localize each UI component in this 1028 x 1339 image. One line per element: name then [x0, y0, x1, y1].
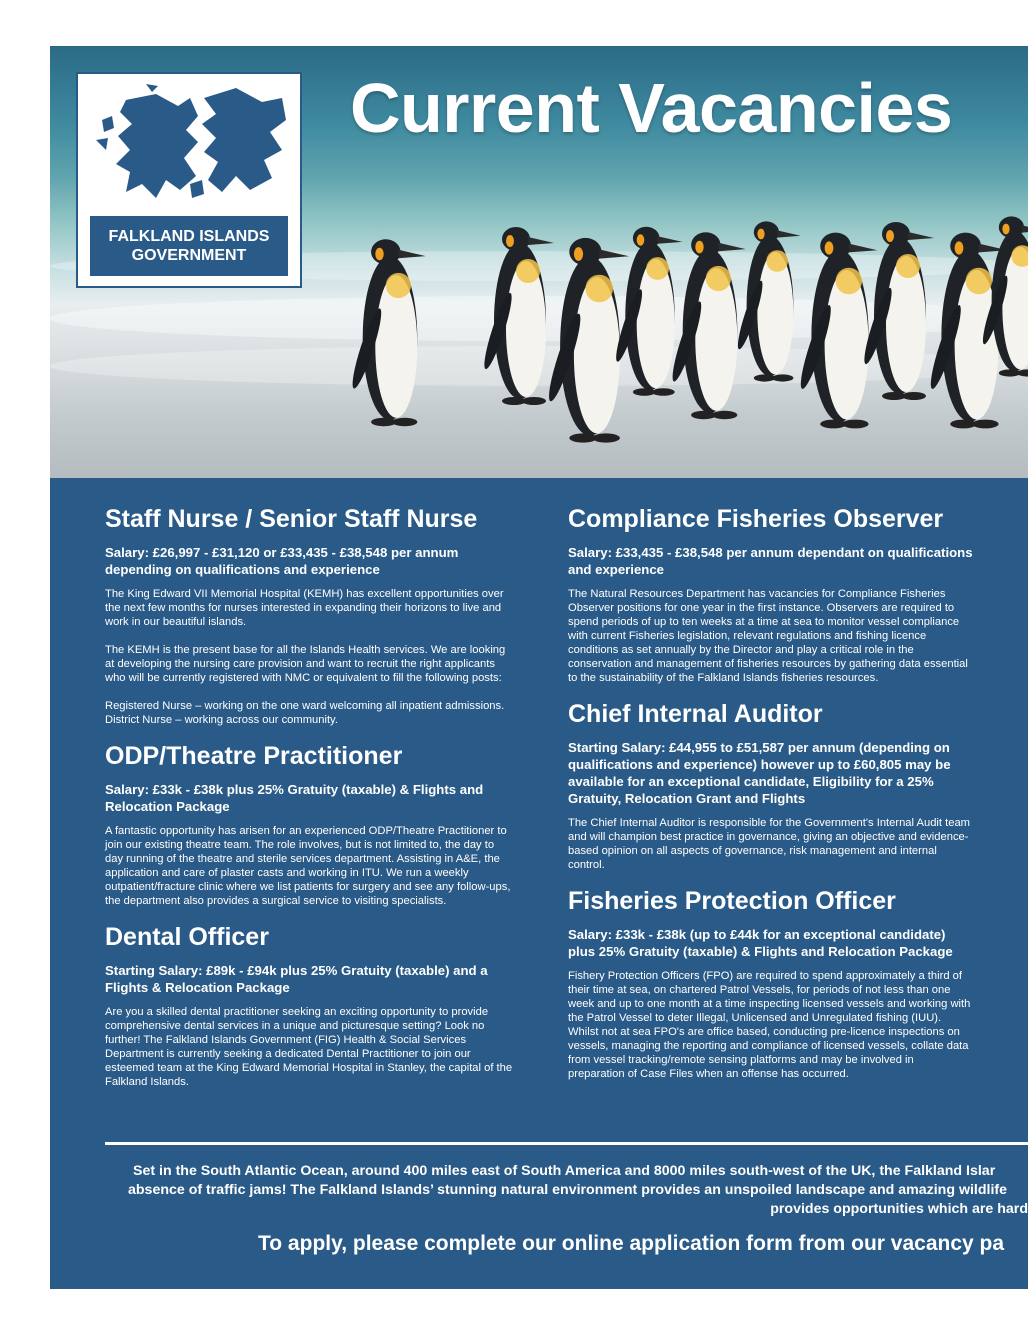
apply-call-to-action: To apply, please complete our online application form from our vacancy pa — [258, 1232, 1005, 1255]
vacancy-salary: Salary: £26,997 - £31,120 or £33,435 - £38,548 per annum depending on qualifications and experience — [105, 545, 459, 577]
vacancy-salary: Starting Salary: £44,955 to £51,587 per annum (depending on qualifications and experience) however up to £60,805 may be available for an exceptional candidate, Eligibility for a 25% Gratuity, Relocation Grant and Flights — [568, 740, 951, 806]
vacancy-description: The Natural Resources Department has vacancies for Compliance Fisheries Observer positions for one year in the first instance. Observers are required to spend periods of up to ten weeks at a time at sea to monitor vessel compliance with current Fisheries legislation, relevant regulations and fishing licence conditions as set annually by the Director and play a critical role in the conservation and management of fisheries resources by gathering data essential to the sustainability of the Falkland Islands fisheries resources. — [568, 588, 968, 684]
falkland-islands-map-icon — [86, 80, 292, 216]
logo-text-band — [90, 216, 288, 276]
right-column — [568, 504, 973, 1095]
vacancy-staff-nurse — [105, 504, 515, 727]
vacancy-salary: Starting Salary: £89k - £94k plus 25% Gratuity (taxable) and a Flights & Relocation Package — [105, 963, 488, 995]
vacancy-fisheries-observer — [568, 504, 973, 685]
vacancy-dental-officer — [105, 922, 515, 1089]
vacancy-description: Registered Nurse – working on the one ward welcoming all inpatient admissions. — [105, 700, 505, 712]
vacancy-description: A fantastic opportunity has arisen for an experienced ODP/Theatre Practitioner to join our existing theatre team. The role involves, but is not limited to, the day to day running of the theatre and sterile services department. Assisting in A&E, the application and care of plaster casts and working in ITU. We run a weekly outpatient/fracture clinic where we list patients for surgery and see any follow-ups, the department also provides a surgical service to visiting specialists. — [105, 825, 511, 907]
vacancy-description: Fishery Protection Officers (FPO) are required to spend approximately a third of their time at sea, on chartered Patrol Vessels, for periods of not less than one week and up to one month at a time inspecting licensed vessels and working with the Patrol Vessel to deter Illegal, Unlicensed and Unregulated fishing (IUU). Whilst not at sea FPO's are office based, conducting pre-licence inspections on vessels, managing the reporting and compliance of licensed vessels, collate data from vessel tracking/remote sensing platforms and may be involved in preparation of Case Files when an offense has occurred. — [568, 970, 971, 1080]
vacancy-flyer — [50, 46, 1028, 1289]
logo-line-1: FALKLAND ISLANDS — [108, 228, 270, 245]
falkland-islands-government-logo — [78, 74, 300, 286]
vacancy-title: Dental Officer — [105, 923, 269, 951]
vacancy-description: The KEMH is the present base for all the Islands Health services. We are looking at developing the nursing care provision and want to recruit the right applicants who will be currently registered with NMC or equivalent to fill the following posts: — [105, 644, 506, 684]
page-title: Current Vacancies — [350, 69, 953, 147]
vacancy-description: The Chief Internal Auditor is responsible for the Government's Internal Audit team and will champion best practice in governance, giving an objective and evidence-based opinion on all aspects of governance, risk management and internal control. — [568, 817, 970, 871]
vacancy-title: Staff Nurse / Senior Staff Nurse — [105, 505, 478, 533]
vacancy-chief-internal-auditor — [568, 699, 973, 872]
logo-line-2: GOVERNMENT — [131, 247, 247, 264]
vacancy-salary: Salary: £33,435 - £38,548 per annum dependant on qualifications and experience — [568, 545, 973, 577]
vacancy-title: ODP/Theatre Practitioner — [105, 742, 403, 770]
vacancy-title: Compliance Fisheries Observer — [568, 505, 944, 533]
footer-line-1: Set in the South Atlantic Ocean, around 400 miles east of South America and 8000 miles south-west of the UK, the Falkland Islar — [133, 1163, 996, 1179]
footer-intro — [128, 1162, 1028, 1219]
vacancy-description: The King Edward VII Memorial Hospital (KEMH) has excellent opportunities over the next few months for nurses interested in expanding their horizons to live and work in our beautiful islands. — [105, 588, 504, 628]
section-divider — [105, 1142, 1028, 1145]
vacancy-title: Chief Internal Auditor — [568, 700, 823, 728]
vacancy-description: District Nurse – working across our community. — [105, 714, 338, 726]
footer-line-2: absence of traffic jams! The Falkland Islands’ stunning natural environment provides an unspoiled landscape and amazing wildlife — [128, 1182, 1008, 1198]
footer-line-3: provides opportunities which are hard — [770, 1201, 1028, 1217]
vacancy-title: Fisheries Protection Officer — [568, 887, 896, 915]
vacancy-odp-theatre — [105, 741, 515, 908]
vacancy-salary: Salary: £33k - £38k (up to £44k for an exceptional candidate) plus 25% Gratuity (taxable) & Flights and Relocation Package — [568, 927, 953, 959]
vacancy-salary: Salary: £33k - £38k plus 25% Gratuity (taxable) & Flights and Relocation Package — [105, 782, 484, 814]
vacancy-fisheries-protection-officer — [568, 886, 973, 1081]
left-column — [105, 504, 515, 1103]
hero-banner — [50, 46, 1028, 478]
vacancy-description: Are you a skilled dental practitioner seeking an exciting opportunity to provide comprehensive dental services in a unique and picturesque setting? Look no further! The Falkland Islands Government (FIG) Health & Social Services Department is currently seeking a dedicated Dental Practitioner to join our esteemed team at the King Edward Memorial Hospital in Stanley, the capital of the Falkland Islands. — [105, 1006, 513, 1088]
